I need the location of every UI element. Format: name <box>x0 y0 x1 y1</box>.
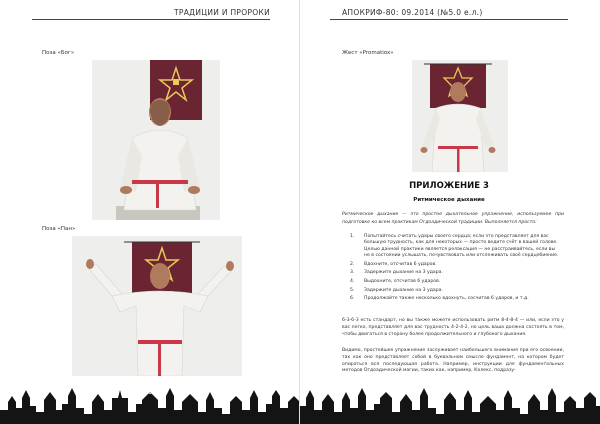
red-cord <box>138 340 182 344</box>
step-text: Продолжайте также несколько вдохнуть, сосчитав 6 ударов, и т.д. <box>364 296 529 302</box>
list-item <box>342 296 562 302</box>
photo-gesture-promatiox <box>412 60 508 172</box>
list-item <box>342 234 562 260</box>
photo-pose-god <box>92 60 220 220</box>
photo-pose-pan <box>72 236 242 376</box>
list-item <box>342 262 562 268</box>
list-item <box>342 270 562 276</box>
body-paragraph-1: 6-3-6-3 есть стандарт, но вы также можете использовать ритм 8-4-8-4 — или, если это у вас легко, представляет для вас трудность 4-2-4-2, но цель ваша должна состоять в том, чтобы двигаться в сторону более продолжительного и глубокого дыхания. <box>342 318 564 337</box>
person-head <box>150 263 170 289</box>
step-text: Попытайтесь считать удары своего сердца; если это представляет для вас большую трудность, как для некоторых — просто ведите счёт в вашей голове. Целью данной практики является релаксация — не расстраивайтесь, если вы не в состоянии услышать, почувствовать или отслеживать своё сердцебиение. <box>364 234 559 259</box>
steps-list <box>342 234 562 305</box>
step-number: 2. <box>350 261 355 267</box>
page-number-left: 90 <box>144 389 153 396</box>
caption-pose-pan: Поза «Пан» <box>42 226 76 232</box>
step-number: 5. <box>350 287 355 293</box>
caption-gesture-promatiox: Жест «Promatiox» <box>342 50 394 56</box>
list-item <box>342 288 562 294</box>
page-number-right: 91 <box>446 389 455 396</box>
red-cord <box>438 146 478 149</box>
red-cord <box>132 180 188 184</box>
step-number: 4. <box>350 279 355 284</box>
step-number: 1. <box>350 234 355 239</box>
person-head <box>450 82 466 102</box>
right-page <box>300 0 600 424</box>
step-text: Задержите дыхание на 3 удара. <box>364 270 443 276</box>
step-text: Задержите дыхание на 3 удара. <box>364 287 443 293</box>
step-text: Выдохните, отсчитав 6 ударов. <box>364 279 441 284</box>
appendix-subtitle: Ритмическое дыхание <box>413 197 485 203</box>
left-page-header: ТРАДИЦИИ И ПРОРОКИ <box>174 8 270 17</box>
appendix-title: ПРИЛОЖЕНИЕ 3 <box>409 181 489 191</box>
step-number: 3. <box>350 270 355 276</box>
step-text: Вдохните, отсчитав 6 ударов. <box>364 261 437 267</box>
right-page-header: АПОКРИФ-80: 09.2014 (№5.0 е.л.) <box>342 8 483 17</box>
intro-paragraph: Ритмическое дыхание — это простое дыхательное упражнение, используемое при подготовке ко всем практикам Огдоадической традиции. Выполняется просто: <box>342 212 564 225</box>
step-number: 6. <box>350 296 355 302</box>
list-item <box>342 279 562 285</box>
left-header-rule <box>32 19 270 20</box>
body-paragraph-2: Видимо, простейшее упражнение заслуживает наибольшего внимания при его освоении, так как оно представляет собой в буквальном смысле фундамент, на котором будет опираться вся последующая работа. Например, инструкции для фундаментальных методов Огдоадической магии, таких как, например, Калекс, подразу- <box>342 348 564 374</box>
right-header-rule <box>330 19 568 20</box>
caption-pose-god: Поза «Бог» <box>42 50 75 56</box>
